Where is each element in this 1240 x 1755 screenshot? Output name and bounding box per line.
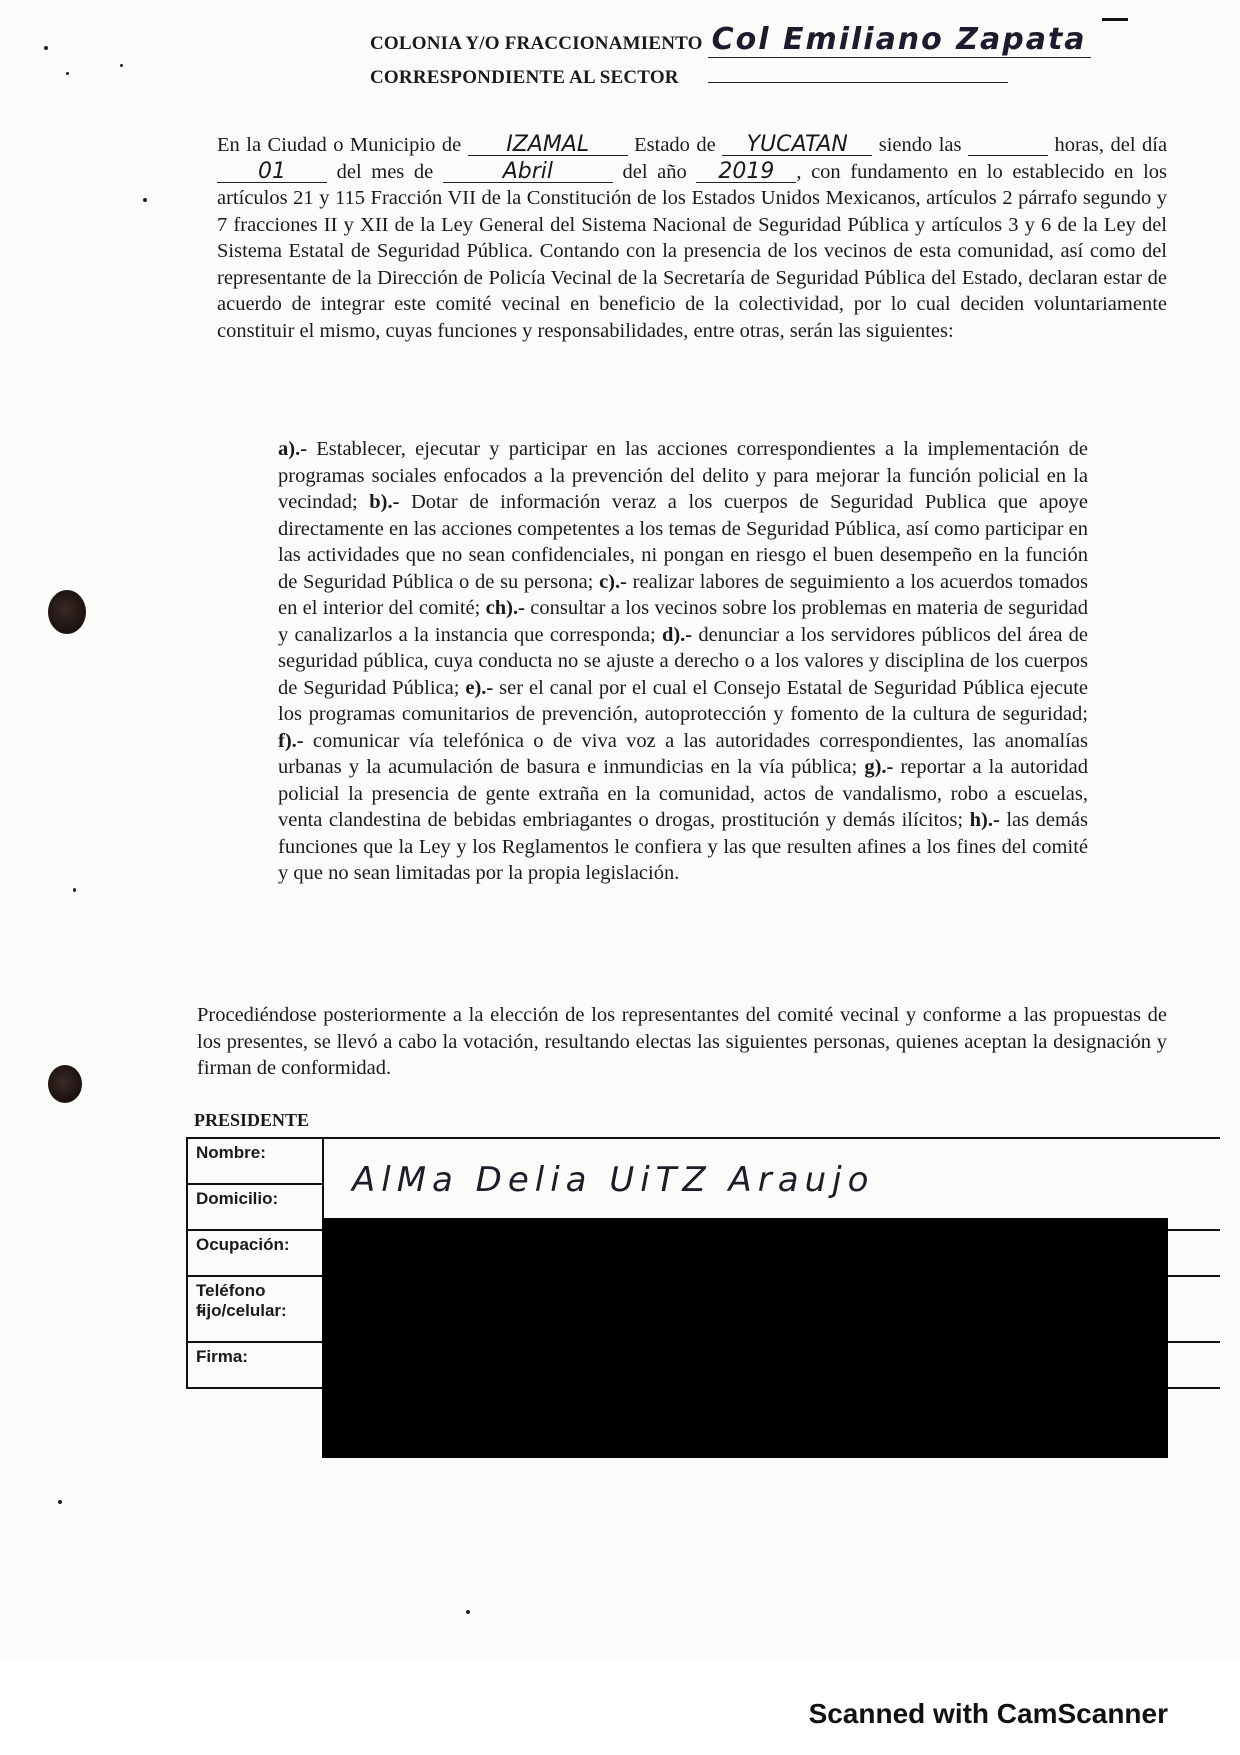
phone-label-line2: fijo/celular: bbox=[196, 1301, 287, 1320]
speck bbox=[143, 198, 147, 202]
colonia-value: Col Emiliano Zapata bbox=[708, 22, 1091, 58]
item-text: denunciar a los servidores públicos del área de seguridad pública, cuya conducta no se ajuste a derecho o a los valores y disciplina de los cuerpos de Seguridad Pública; bbox=[278, 623, 1088, 699]
item-text: reportar a la autoridad policial la presencia de gente extraña en la comunidad, actos de vandalismo, robo a escuelas, venta clandestina de bebidas embriagantes o drogas, prostitución y demás ilícitos; bbox=[278, 756, 1088, 831]
item-text: consultar a los vecinos sobre los problemas en materia de seguridad y canalizarlos a la instancia que corresponda; bbox=[278, 597, 1088, 646]
item-text: las demás funciones que la Ley y los Reglamentos le confiera y las que resulten afines a los fines del comité y que no sean limitadas por la propia legislación. bbox=[278, 809, 1088, 884]
functions-list bbox=[278, 436, 1088, 887]
sector-row bbox=[370, 60, 1008, 89]
intro-paragraph bbox=[217, 132, 1167, 344]
occupation-label: Ocupación: bbox=[187, 1230, 323, 1276]
item-label: e).- bbox=[465, 676, 494, 699]
item-text: realizar labores de seguimiento a los acuerdos tomados en el interior del comité; bbox=[278, 570, 1088, 619]
item-text: Dotar de información veraz a los cuerpos de Seguridad Publica que apoye directamente en las acciones competentes a los temas de Seguridad Pública, así como participar en las actividades que no sean confidenciales, ni pongan en riesgo el buen desempeño en la función de Seguridad Pública o de su persona; bbox=[278, 491, 1088, 593]
sector-label: CORRESPONDIENTE AL SECTOR bbox=[370, 67, 679, 88]
section-label: PRESIDENTE bbox=[194, 1110, 310, 1130]
speck bbox=[466, 1610, 470, 1614]
item-label: c).- bbox=[599, 570, 627, 593]
municipio-field: IZAMAL bbox=[468, 135, 628, 156]
redaction-block bbox=[322, 1218, 1168, 1458]
item-label: f).- bbox=[278, 729, 304, 752]
estado-field: YUCATAN bbox=[722, 135, 872, 156]
dia-field: 01 bbox=[217, 162, 327, 183]
item-label: h).- bbox=[969, 809, 1000, 831]
colonia-row bbox=[370, 22, 1091, 57]
intro-text: horas, del día bbox=[1054, 134, 1168, 156]
sector-blank bbox=[708, 60, 1008, 83]
signature-label: Firma: bbox=[187, 1342, 323, 1388]
item-label: ch).- bbox=[485, 597, 525, 619]
address-label: Domicilio: bbox=[187, 1184, 323, 1230]
speck bbox=[120, 64, 123, 67]
intro-text: , con fundamento en lo establecido en los artículos 21 y 115 Fracción VII de la Constitución de los Estados Unidos Mexicanos, artículos 2 párrafo segundo y 7 fracciones II y XII de la Ley General del Sistema Nacional de Seguridad Pública y artículos 3 y 6 de la Ley del Sistema Estatal de Seguridad Pública. Contando con la presencia de los vecinos de esta comunidad, así como del representante de la Dirección de Policía Vecinal de la Secretaría de Seguridad Pública del Estado, declaran estar de acuerdo de integrar este comité vecinal en beneficio de la colectividad, por lo cual deciden voluntariamente constituir el mismo, cuyas funciones y responsabilidades, entre otras, serán las siguientes: bbox=[217, 160, 1168, 342]
item-label: g).- bbox=[864, 756, 894, 778]
speck bbox=[58, 1500, 62, 1504]
intro-text: En la Ciudad o Municipio de bbox=[217, 134, 462, 156]
colonia-label: COLONIA Y/O FRACCIONAMIENTO bbox=[370, 33, 703, 54]
punch-hole bbox=[48, 590, 86, 634]
punch-hole bbox=[48, 1065, 82, 1103]
intro-text: del año bbox=[622, 160, 687, 183]
president-name-handwritten: AlMa Delia UiTZ Araujo bbox=[352, 1160, 875, 1200]
item-text: ser el canal por el cual el Consejo Estatal de Seguridad Pública ejecute los programas comunitarios de prevención, autoprotección y fomento de la cultura de seguridad; bbox=[278, 676, 1088, 725]
speck bbox=[73, 888, 76, 892]
item-text: Establecer, ejecutar y participar en las acciones correspondientes a la implementación de programas sociales enfocados a la prevención del delito y para mejorar la función policial en la vecindad; bbox=[278, 438, 1088, 513]
item-label: a).- bbox=[278, 438, 308, 460]
corner-mark bbox=[1102, 18, 1128, 21]
intro-text: siendo las bbox=[878, 134, 962, 156]
election-paragraph: Procediéndose posteriormente a la elección de los representantes del comité vecinal y conforme a las propuestas de los presentes, se llevó a cabo la votación, resultando electas las siguientes personas, quienes aceptan la designación y firman de conformidad. bbox=[197, 1004, 1167, 1079]
intro-text: Estado de bbox=[634, 134, 716, 156]
item-label: d).- bbox=[661, 623, 693, 646]
mes-field: Abril bbox=[443, 162, 613, 183]
speck bbox=[44, 46, 48, 50]
anio-field: 2019 bbox=[696, 162, 796, 183]
item-text: comunicar vía telefónica o de viva voz a las autoridades correspondientes, las anomalías urbanas y la acumulación de basura e inmundicias en la vía pública; bbox=[278, 729, 1088, 778]
intro-text: del mes de bbox=[336, 160, 434, 183]
camscanner-watermark: Scanned with CamScanner bbox=[808, 1698, 1168, 1729]
phone-label-line1: Teléfono bbox=[196, 1281, 266, 1300]
item-label: b).- bbox=[369, 491, 400, 513]
name-label: Nombre: bbox=[187, 1138, 323, 1184]
speck bbox=[66, 72, 69, 75]
phone-label bbox=[187, 1276, 323, 1342]
